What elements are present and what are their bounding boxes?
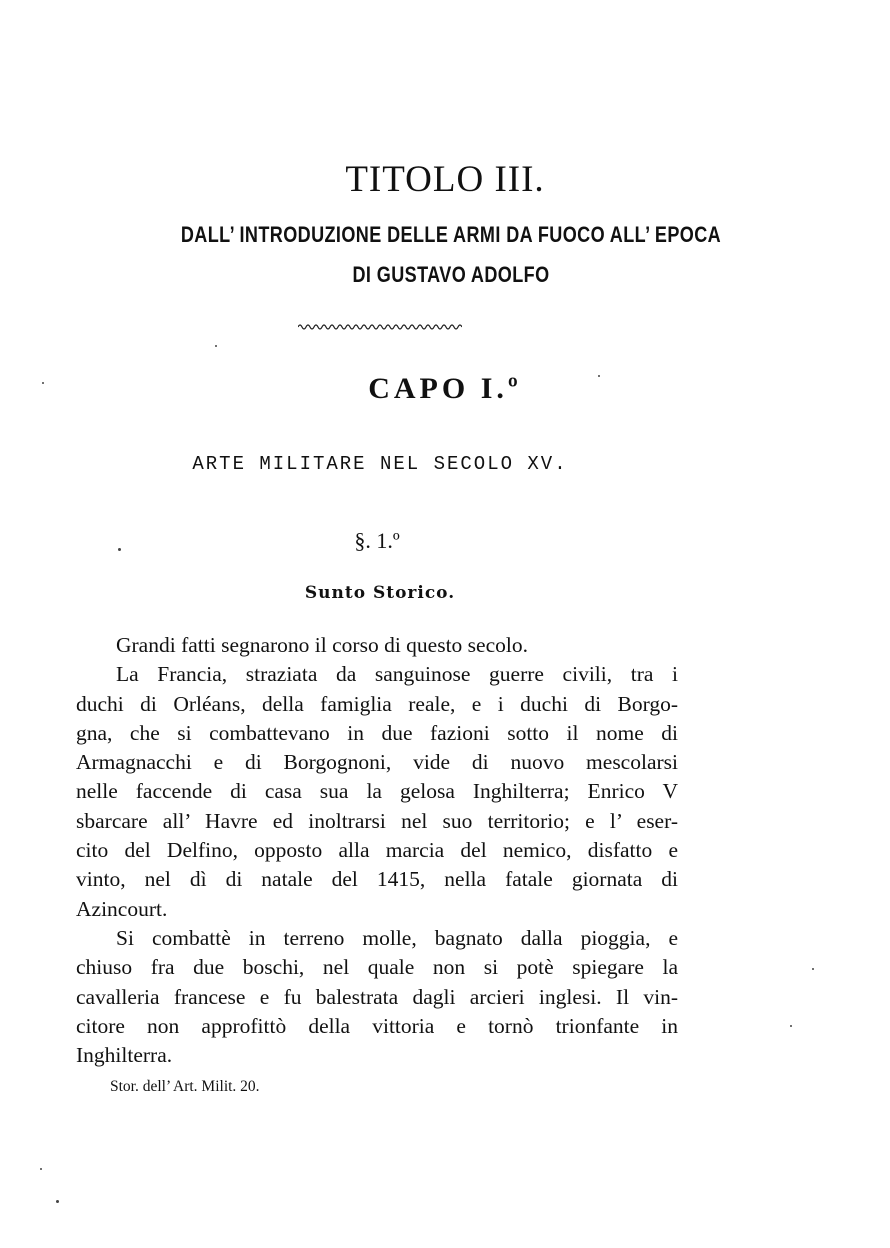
scan-speck [215, 345, 217, 347]
body-text [76, 631, 678, 1070]
text-line: Si combattè in terreno molle, bagnato dalla pioggia, e [116, 925, 678, 950]
section-number: §. 1.º [354, 528, 400, 553]
text-line: chiuso fra due boschi, nel quale non si potè spiegare la [76, 955, 678, 980]
scan-speck [56, 1200, 59, 1203]
text-line: Grandi fatti segnarono il corso di questo secolo. [116, 633, 528, 657]
text-line: gna, che si combattevano in due fazioni sotto il nome di [76, 720, 678, 745]
scan-speck [812, 968, 814, 970]
text-line: duchi di Orléans, della famiglia reale, e i duchi di Borgo- [76, 691, 678, 716]
chapter-title: CAPO I.º [368, 372, 522, 405]
scan-speck [790, 1025, 792, 1027]
part-title: TITOLO III. [345, 159, 545, 200]
text-line: Azincourt. [76, 896, 168, 921]
section-title: Sunto Storico. [304, 583, 456, 603]
text-line: Armagnacchi e di Borgognoni, vide di nuovo mescolarsi [76, 750, 678, 775]
scan-speck [598, 375, 600, 377]
scan-speck [118, 548, 121, 551]
text-line: La Francia, straziata da sanguinose guerre civili, tra i [116, 662, 678, 687]
scan-speck [40, 1168, 42, 1170]
scan-speck [42, 382, 44, 384]
text-line: sbarcare all’ Havre ed inoltrarsi nel suo territorio; e l’ eser- [76, 808, 678, 833]
decorative-wavy-rule [298, 322, 462, 332]
text-line: citore non approfittò della vittoria e tornò trionfante in [76, 1013, 678, 1038]
part-heading-line-1: DALL’ INTRODUZIONE DELLE ARMI DA FUOCO ALL’ EPOCA [180, 222, 722, 247]
text-line: Inghilterra. [76, 1043, 173, 1068]
text-line: cito del Delfino, opposto alla marcia del nemico, disfatto e [76, 838, 678, 863]
text-line: cavalleria francese e fu balestrata dagli arcieri inglesi. Il vin- [76, 984, 678, 1009]
part-heading-line-2: DI GUSTAVO ADOLFO [352, 262, 550, 287]
chapter-subtitle: ARTE MILITARE NEL SECOLO XV. [192, 453, 568, 475]
footnote: Stor. dell’ Art. Milit. 20. [110, 1078, 260, 1095]
text-line: vinto, nel dì di natale del 1415, nella fatale giornata di [76, 867, 678, 892]
text-line: nelle faccende di casa sua la gelosa Inghilterra; Enrico V [76, 779, 678, 804]
